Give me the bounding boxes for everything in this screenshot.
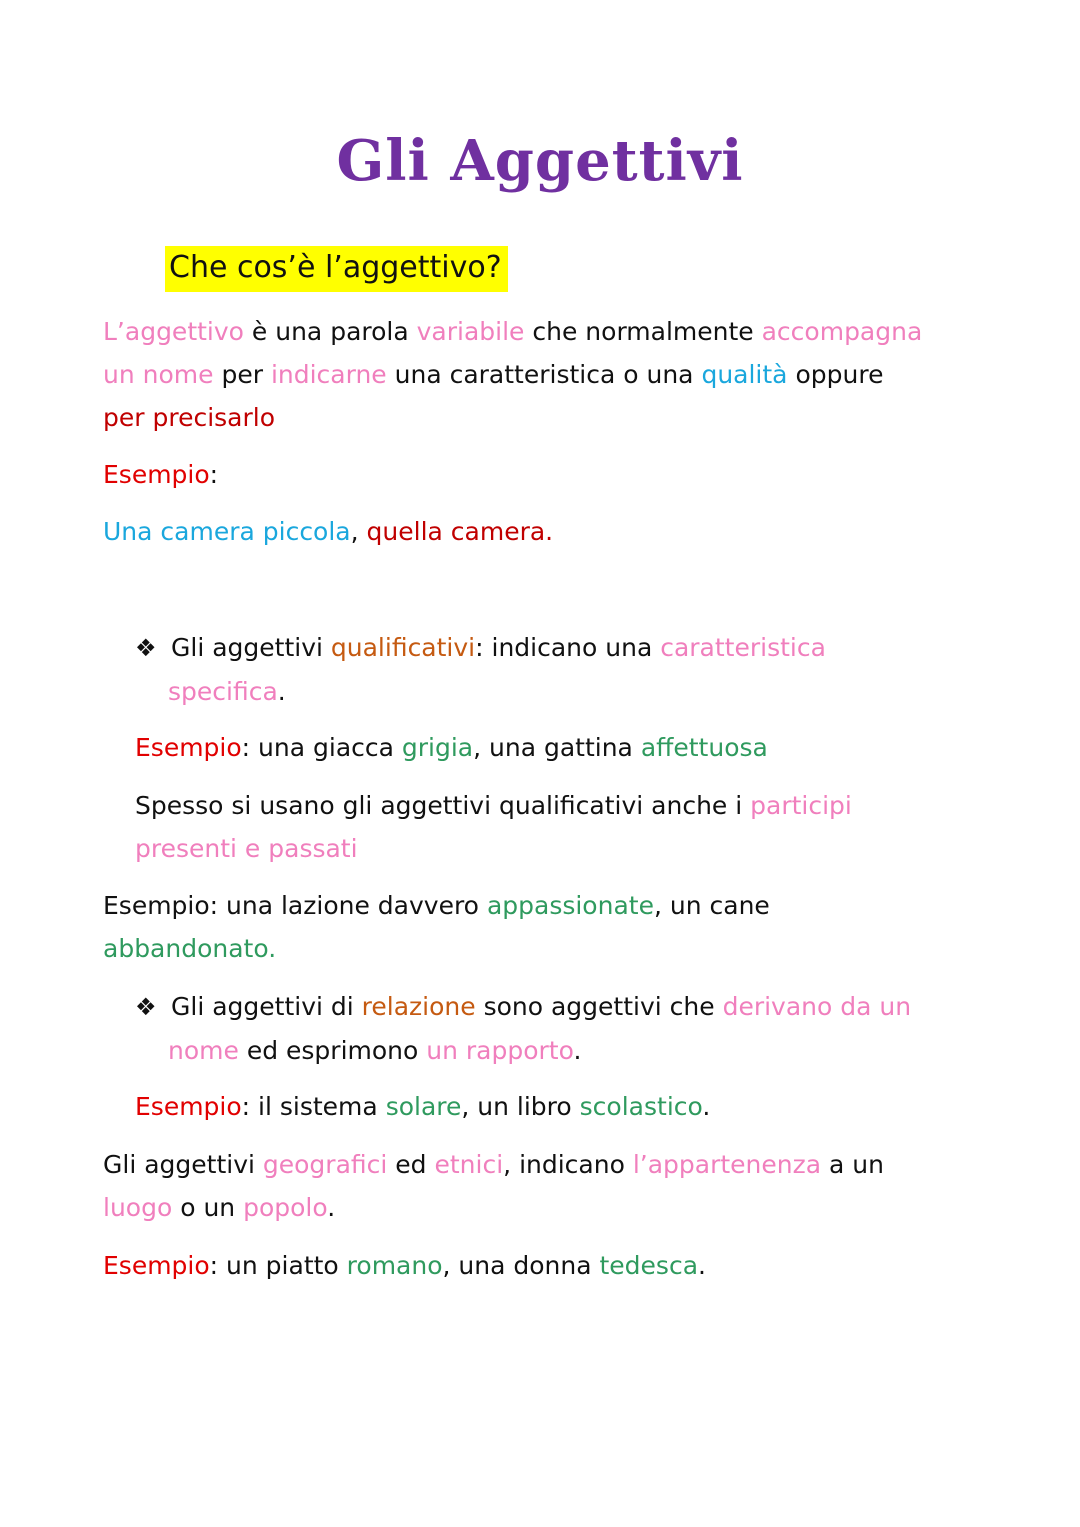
- term-romano: romano: [346, 1251, 443, 1280]
- term-popolo: popolo: [243, 1193, 328, 1222]
- example-label: Esempio: [135, 733, 242, 762]
- text-segment: , una gattina: [473, 733, 641, 762]
- text-segment: : un piatto: [209, 1251, 347, 1280]
- diamond-bullet-icon: ❖: [135, 634, 157, 662]
- example-label: Esempio: [135, 1092, 242, 1121]
- bullet-relazione: [135, 985, 1035, 1072]
- term-derivano: derivano da un: [722, 992, 912, 1021]
- text-segment: Gli aggettivi di: [171, 992, 362, 1021]
- example-relazione: [135, 1085, 710, 1128]
- text-segment: a un: [821, 1150, 884, 1179]
- text-segment: per: [213, 360, 271, 389]
- text-segment: .: [702, 1092, 711, 1121]
- term-per-precisarlo: per precisarlo: [103, 403, 276, 432]
- text-segment: che normalmente: [524, 317, 762, 346]
- term-accompagna: accompagna: [761, 317, 923, 346]
- term-affettuosa: affettuosa: [640, 733, 768, 762]
- term-qualita: qualità: [701, 360, 788, 389]
- text-segment: ,: [350, 517, 367, 546]
- text-segment: .: [327, 1193, 336, 1222]
- participi-paragraph: [135, 784, 1035, 870]
- text-segment: .: [277, 677, 286, 706]
- term-un-rapporto: un rapporto: [426, 1036, 574, 1065]
- term-nome: nome: [168, 1036, 239, 1065]
- example-line: [103, 510, 553, 553]
- term-participi: participi: [750, 791, 852, 820]
- text-segment: , indicano: [503, 1150, 633, 1179]
- example-geografici: [103, 1244, 706, 1287]
- term-indicarne: indicarne: [270, 360, 387, 389]
- term-grigia: grigia: [401, 733, 474, 762]
- example-qualificativi: [135, 726, 768, 769]
- term-scolastico: scolastico: [579, 1092, 703, 1121]
- text-segment: , una donna: [442, 1251, 600, 1280]
- section-question-heading: Che cos’è l’aggettivo?: [165, 246, 508, 292]
- text-segment: una caratteristica o una: [386, 360, 702, 389]
- geografici-paragraph: [103, 1143, 1003, 1229]
- text-segment: , un cane: [653, 891, 770, 920]
- example-determinativo: quella camera.: [366, 517, 554, 546]
- text-segment: Gli aggettivi: [171, 633, 331, 662]
- example-participi: [103, 884, 1003, 970]
- example-qualificativo: Una camera piccola: [103, 517, 351, 546]
- text-segment: ed: [387, 1150, 435, 1179]
- text-segment: sono aggettivi che: [475, 992, 723, 1021]
- term-variabile: variabile: [416, 317, 525, 346]
- term-solare: solare: [385, 1092, 462, 1121]
- text-segment: : indicano una: [475, 633, 661, 662]
- page-title: Gli Aggettivi: [336, 128, 744, 194]
- term-aggettivo: L’aggettivo: [103, 317, 244, 346]
- definition-paragraph: [103, 310, 1003, 439]
- term-specifica: specifica: [168, 677, 278, 706]
- term-un-nome: un nome: [103, 360, 214, 389]
- term-caratteristica: caratteristica: [660, 633, 826, 662]
- term-qualificativi: qualificativi: [330, 633, 476, 662]
- example-label: Esempio: [103, 460, 210, 489]
- example-label-line: [103, 453, 218, 496]
- diamond-bullet-icon: ❖: [135, 993, 157, 1021]
- text-segment: :: [209, 460, 219, 489]
- text-segment: oppure: [787, 360, 884, 389]
- term-abbandonato: abbandonato.: [103, 934, 277, 963]
- example-label: Esempio: [103, 1251, 210, 1280]
- term-tedesca: tedesca: [599, 1251, 699, 1280]
- text-segment: , un libro: [461, 1092, 580, 1121]
- text-segment: : una giacca: [241, 733, 402, 762]
- term-luogo: luogo: [103, 1193, 173, 1222]
- text-segment: o un: [172, 1193, 244, 1222]
- term-presenti-passati: presenti e passati: [135, 834, 358, 863]
- term-appassionate: appassionate: [486, 891, 654, 920]
- text-segment: è una parola: [243, 317, 417, 346]
- term-etnici: etnici: [434, 1150, 504, 1179]
- text-segment: ed esprimono: [238, 1036, 427, 1065]
- text-segment: .: [573, 1036, 582, 1065]
- text-segment: Spesso si usano gli aggettivi qualificativi anche i: [135, 791, 751, 820]
- term-geografici: geografici: [262, 1150, 388, 1179]
- text-segment: .: [698, 1251, 706, 1280]
- text-segment: Gli aggettivi: [103, 1150, 263, 1179]
- term-appartenenza: l’appartenenza: [632, 1150, 822, 1179]
- term-relazione: relazione: [361, 992, 476, 1021]
- bullet-qualificativi: [135, 626, 1035, 713]
- text-segment: Esempio: una lazione davvero: [103, 891, 487, 920]
- text-segment: : il sistema: [241, 1092, 386, 1121]
